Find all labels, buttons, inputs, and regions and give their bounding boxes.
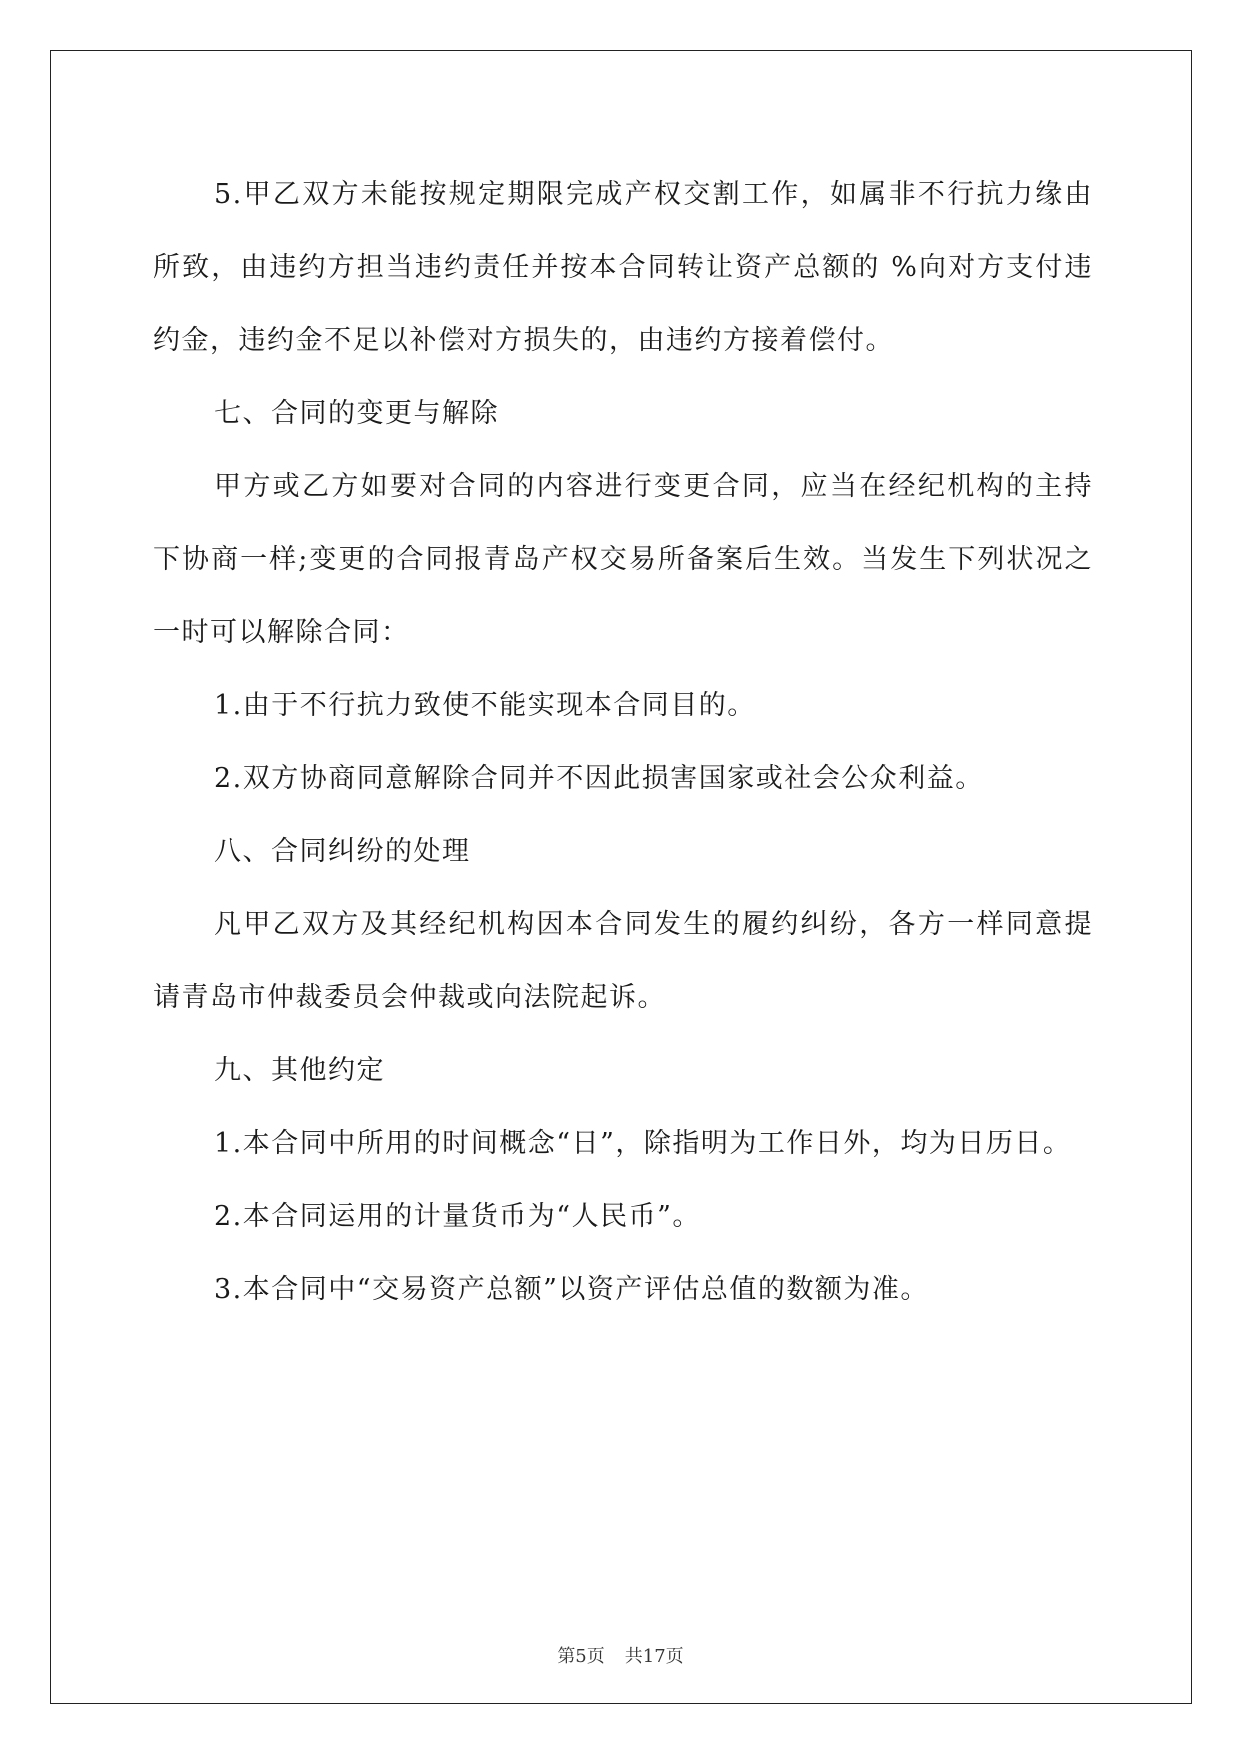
paragraph-contract-change: 甲方或乙方如要对合同的内容进行变更合同，应当在经纪机构的主持下协商一样;变更的合同报青岛产权交易所备案后生效。当发生下列状况之一时可以解除合同： bbox=[153, 471, 1093, 648]
page-footer bbox=[0, 1642, 1241, 1668]
paragraph-asset-total: 3.本合同中“交易资产总额”以资产评估总值的数额为准。 bbox=[214, 1274, 929, 1305]
page-number: 第5页 bbox=[557, 1646, 605, 1667]
paragraph-day-definition: 1.本合同中所用的时间概念“日”，除指明为工作日外，均为日历日。 bbox=[214, 1128, 1072, 1159]
document-body bbox=[153, 158, 1093, 1326]
paragraph-force-majeure: 1.由于不行抗力致使不能实现本合同目的。 bbox=[214, 690, 756, 721]
paragraph-dispute-resolution: 凡甲乙双方及其经纪机构因本合同发生的履约纠纷，各方一样同意提请青岛市仲裁委员会仲裁或向法院起诉。 bbox=[153, 909, 1093, 1013]
paragraph-default-penalty: 5.甲乙双方未能按规定期限完成产权交割工作，如属非不行抗力缘由所致，由违约方担当违约责任并按本合同转让资产总额的 %向对方支付违约金，违约金不足以补偿对方损失的，由违约方接着偿付。 bbox=[153, 179, 1093, 356]
paragraph-currency: 2.本合同运用的计量货币为“人民币”。 bbox=[214, 1201, 701, 1232]
section-heading-9: 九、其他约定 bbox=[214, 1055, 385, 1086]
page-total: 共17页 bbox=[624, 1646, 684, 1667]
section-heading-8: 八、合同纠纷的处理 bbox=[214, 836, 471, 867]
paragraph-mutual-termination: 2.双方协商同意解除合同并不因此损害国家或社会公众利益。 bbox=[214, 763, 984, 794]
section-heading-7: 七、合同的变更与解除 bbox=[214, 398, 499, 429]
